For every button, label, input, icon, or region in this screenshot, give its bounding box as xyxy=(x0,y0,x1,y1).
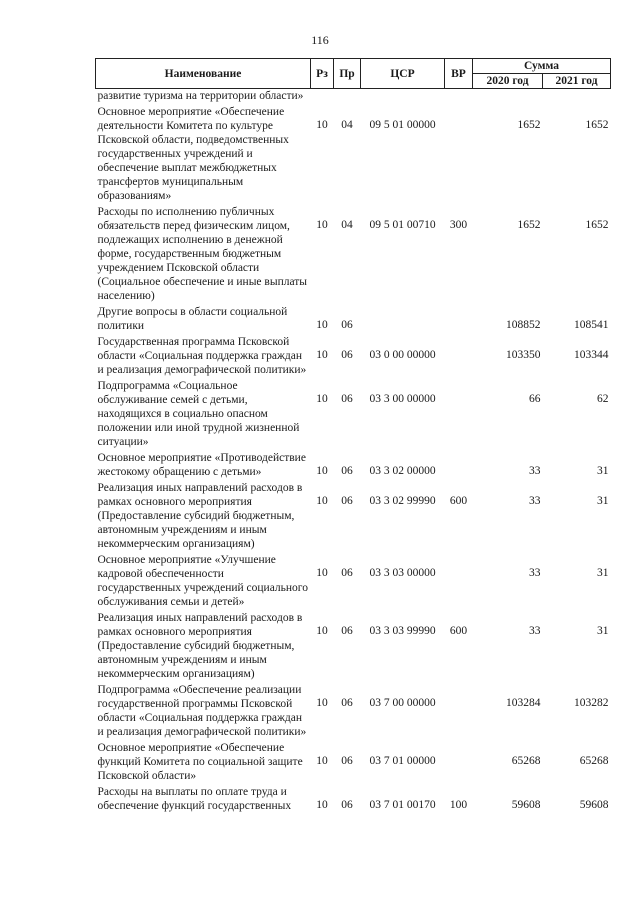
row-vr xyxy=(445,683,473,741)
row-sum-2021: 62 xyxy=(597,393,609,405)
row-vr xyxy=(445,105,473,205)
row-vr xyxy=(445,741,473,785)
header-pr: Пр xyxy=(334,59,361,89)
row-pr: 04 xyxy=(341,219,353,231)
row-name: Основное мероприятие «Обеспечение функций Комитета по социальной защите Псковской области» xyxy=(97,742,303,782)
row-rz: 10 xyxy=(316,465,328,477)
row-rz: 10 xyxy=(316,567,328,579)
row-sum-2021: 1652 xyxy=(585,219,609,231)
row-name: Подпрограмма «Социальное обслуживание семей с детьми, находящихся в социально опасном положении или иной трудной жизненной ситуации» xyxy=(97,380,300,448)
row-csr: 03 3 02 00000 xyxy=(369,465,436,477)
row-csr: 03 7 00 00000 xyxy=(369,697,436,709)
row-pr: 06 xyxy=(341,495,353,507)
row-sum-2020 xyxy=(473,89,543,106)
row-sum-2021: 103344 xyxy=(574,349,609,361)
row-sum-2020: 66 xyxy=(529,393,541,405)
row-rz: 10 xyxy=(316,349,328,361)
table-row xyxy=(96,481,611,553)
row-name: Основное мероприятие «Противодействие жестокому обращению с детьми» xyxy=(97,452,306,478)
row-pr: 06 xyxy=(341,319,353,331)
row-sum-2020: 33 xyxy=(529,495,541,507)
row-sum-2020: 108852 xyxy=(506,319,541,331)
row-sum-2020: 103350 xyxy=(506,349,541,361)
table-row xyxy=(96,205,611,305)
row-sum-2020: 59608 xyxy=(511,799,541,811)
row-csr xyxy=(361,89,445,106)
budget-table xyxy=(95,58,611,815)
header-year-2020: 2020 год xyxy=(473,74,543,89)
row-vr: 300 xyxy=(449,219,468,231)
row-sum-2020: 103284 xyxy=(506,697,541,709)
table-row xyxy=(96,105,611,205)
row-pr: 04 xyxy=(341,119,353,131)
row-rz: 10 xyxy=(316,495,328,507)
row-sum-2021: 1652 xyxy=(585,119,609,131)
row-vr xyxy=(445,89,473,106)
row-csr xyxy=(361,305,445,335)
header-sum: Сумма xyxy=(473,59,611,74)
row-csr: 03 3 03 00000 xyxy=(369,567,436,579)
row-name: Другие вопросы в области социальной политики xyxy=(97,306,288,332)
header-rz: Рз xyxy=(311,59,334,89)
row-pr: 06 xyxy=(341,697,353,709)
table-header xyxy=(96,59,611,89)
row-name: Основное мероприятие «Улучшение кадровой обеспеченности государственных учреждений социального обслуживания семьи и детей» xyxy=(97,554,308,608)
row-name: Основное мероприятие «Обеспечение деятельности Комитета по культуре Псковской области, подведомственных государственных учреждений и обеспечение выплат межбюджетных трансфертов муниципальным образованиям» xyxy=(97,106,289,202)
row-rz: 10 xyxy=(316,393,328,405)
header-csr: ЦСР xyxy=(361,59,445,89)
row-name: Реализация иных направлений расходов в рамках основного мероприятия (Предоставление субсидий бюджетным, автономным учреждениям и иным некоммерческим организациям) xyxy=(97,612,303,680)
row-vr xyxy=(445,553,473,611)
table-row xyxy=(96,305,611,335)
row-vr xyxy=(445,335,473,379)
row-name: Реализация иных направлений расходов в рамках основного мероприятия (Предоставление субсидий бюджетным, автономным учреждениям и иным некоммерческим организациям) xyxy=(97,482,303,550)
table-body xyxy=(96,89,611,816)
row-csr: 03 7 01 00170 xyxy=(369,799,436,811)
table-row xyxy=(96,89,611,106)
row-rz: 10 xyxy=(316,219,328,231)
row-rz: 10 xyxy=(316,625,328,637)
row-pr: 06 xyxy=(341,465,353,477)
row-sum-2021: 65268 xyxy=(579,755,609,767)
row-name: Расходы на выплаты по оплате труда и обеспечение функций государственных xyxy=(97,786,292,812)
row-vr xyxy=(445,379,473,451)
row-pr: 06 xyxy=(341,799,353,811)
row-sum-2021: 59608 xyxy=(579,799,609,811)
table-row xyxy=(96,683,611,741)
row-vr xyxy=(445,305,473,335)
row-name: Расходы по исполнению публичных обязательств перед физическим лицом, подлежащих исполнению в денежной форме, государственным бюджетным учреждением Псковской области (Социальное обеспечение и иные выплаты населению) xyxy=(97,206,308,302)
table-row xyxy=(96,451,611,481)
row-sum-2020: 33 xyxy=(529,625,541,637)
row-sum-2021: 108541 xyxy=(574,319,609,331)
row-rz xyxy=(311,89,334,106)
row-sum-2020: 33 xyxy=(529,465,541,477)
row-pr xyxy=(334,89,361,106)
table-row xyxy=(96,335,611,379)
row-sum-2021 xyxy=(543,89,611,106)
header-name: Наименование xyxy=(96,59,311,89)
row-rz: 10 xyxy=(316,319,328,331)
row-csr: 09 5 01 00000 xyxy=(369,119,436,131)
row-sum-2020: 65268 xyxy=(511,755,541,767)
row-sum-2021: 31 xyxy=(597,495,609,507)
row-rz: 10 xyxy=(316,697,328,709)
row-rz: 10 xyxy=(316,119,328,131)
row-name: Государственная программа Псковской области «Социальная поддержка граждан и реализация демографической политики» xyxy=(97,336,307,376)
row-sum-2021: 31 xyxy=(597,625,609,637)
header-vr: ВР xyxy=(445,59,473,89)
row-vr xyxy=(445,451,473,481)
row-sum-2021: 31 xyxy=(597,465,609,477)
row-name: развитие туризма на территории области» xyxy=(97,90,304,102)
table-row xyxy=(96,379,611,451)
row-sum-2021: 31 xyxy=(597,567,609,579)
row-vr: 100 xyxy=(449,799,468,811)
row-csr: 03 3 00 00000 xyxy=(369,393,436,405)
row-pr: 06 xyxy=(341,567,353,579)
table-row xyxy=(96,785,611,815)
row-csr: 09 5 01 00710 xyxy=(369,219,436,231)
header-year-2021: 2021 год xyxy=(543,74,611,89)
row-sum-2020: 1652 xyxy=(517,219,541,231)
table-row xyxy=(96,611,611,683)
row-csr: 03 3 03 99990 xyxy=(369,625,436,637)
row-pr: 06 xyxy=(341,625,353,637)
row-csr: 03 7 01 00000 xyxy=(369,755,436,767)
row-vr: 600 xyxy=(449,625,468,637)
row-sum-2020: 33 xyxy=(529,567,541,579)
row-sum-2021: 103282 xyxy=(574,697,609,709)
row-pr: 06 xyxy=(341,393,353,405)
row-rz: 10 xyxy=(316,799,328,811)
row-csr: 03 3 02 99990 xyxy=(369,495,436,507)
row-csr: 03 0 00 00000 xyxy=(369,349,436,361)
table-row xyxy=(96,553,611,611)
row-pr: 06 xyxy=(341,349,353,361)
row-pr: 06 xyxy=(341,755,353,767)
row-rz: 10 xyxy=(316,755,328,767)
table-row xyxy=(96,741,611,785)
page-number: 116 xyxy=(311,33,329,47)
row-vr: 600 xyxy=(449,495,468,507)
row-name: Подпрограмма «Обеспечение реализации государственной программы Псковской области «Социальная поддержка граждан и реализация демографической политики» xyxy=(97,684,307,738)
row-sum-2020: 1652 xyxy=(517,119,541,131)
